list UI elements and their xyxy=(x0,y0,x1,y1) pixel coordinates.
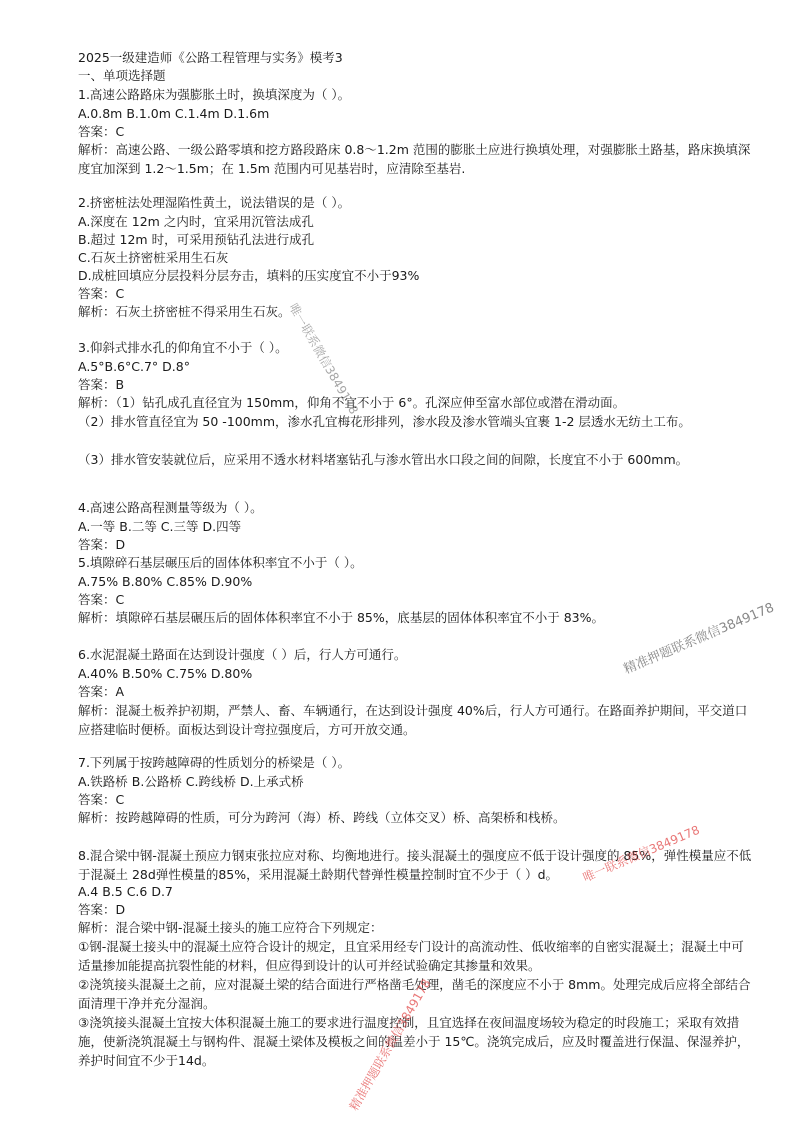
q6-stem: 6.水泥混凝土路面在达到设计强度（ ）后，行人方可通行。 xyxy=(78,647,407,662)
section-heading: 一、单项选择题 xyxy=(78,68,166,83)
q8-options: A.4 B.5 C.6 D.7 xyxy=(78,884,173,899)
q2-option-a: A.深度在 12m 之内时，宜采用沉管法成孔 xyxy=(78,214,314,229)
q1-analysis: 解析：高速公路、一级公路零填和挖方路段路床 0.8～1.2m 范围的膨胀土应进行换填处理，对强膨胀土路基，路床换填深度宜加深到 1.2～1.5m；在 1.5m 范围内可见基岩时，应清除至基岩. xyxy=(78,142,751,176)
q6-answer: 答案：A xyxy=(78,684,125,699)
watermark-4: 精准押题联系微信3849178 xyxy=(346,976,434,1113)
q3-answer: 答案：B xyxy=(78,377,125,392)
watermark-3: 唯一联系微信3849178 xyxy=(580,822,702,885)
watermark-1: 唯一联系微信3849178 xyxy=(286,301,361,417)
q6-options: A.40% B.50% C.75% D.80% xyxy=(78,666,253,681)
q5-analysis: 解析：填隙碎石基层碾压后的固体体积率宜不小于 85%，底基层的固体体积率宜不小于 83%。 xyxy=(78,610,605,625)
q7-options: A.铁路桥 B.公路桥 C.跨线桥 D.上承式桥 xyxy=(78,774,304,789)
q8-answer: 答案：D xyxy=(78,902,126,917)
q4-answer: 答案：D xyxy=(78,537,126,552)
q8-point-2: ②浇筑接头混凝土之前，应对混凝土梁的结合面进行严格凿毛处理，凿毛的深度应不小于 8mm。处理完成后应将全部结合面清理干净并充分湿润。 xyxy=(78,977,751,1011)
q3-analysis-3: （3）排水管安装就位后，应采用不透水材料堵塞钻孔与渗水管出水口段之间的间隙，长度宜不小于 600mm。 xyxy=(78,452,689,467)
q2-answer: 答案：C xyxy=(78,286,125,301)
q3-analysis-2: （2）排水管直径宜为 50 -100mm，渗水孔宜梅花形排列，渗水段及渗水管端头宜裹 1-2 层透水无纺土工布。 xyxy=(78,414,691,429)
q3-stem: 3.仰斜式排水孔的仰角宜不小于（ ）。 xyxy=(78,340,288,355)
q5-stem: 5.填隙碎石基层碾压后的固体体积率宜不小于（ ）。 xyxy=(78,555,363,570)
q6-analysis: 解析：混凝土板养护初期，严禁人、畜、车辆通行，在达到设计强度 40%后，行人方可通行。在路面养护期间，平交道口应搭建临时便桥。面板达到设计弯拉强度后，方可开放交通。 xyxy=(78,703,748,737)
q7-answer: 答案：C xyxy=(78,792,125,807)
q2-option-c: C.石灰土挤密桩采用生石灰 xyxy=(78,250,229,265)
q2-option-b: B.超过 12m 时，可采用预钻孔法进行成孔 xyxy=(78,232,315,247)
doc-title: 2025一级建造师《公路工程管理与实务》模考3 xyxy=(78,50,343,65)
q7-analysis: 解析：按跨越障碍的性质，可分为跨河（海）桥、跨线（立体交叉）桥、高架桥和栈桥。 xyxy=(78,810,566,825)
q2-stem: 2.挤密桩法处理湿陷性黄土，说法错误的是（ ）。 xyxy=(78,195,351,210)
q1-options: A.0.8m B.1.0m C.1.4m D.1.6m xyxy=(78,106,270,121)
q7-stem: 7.下列属于按跨越障碍的性质划分的桥梁是（ ）。 xyxy=(78,755,351,770)
q2-analysis: 解析：石灰土挤密桩不得采用生石灰。 xyxy=(78,304,291,319)
q1-answer: 答案：C xyxy=(78,124,125,139)
q8-point-3: ③浇筑接头混凝土宜按大体积混凝土施工的要求进行温度控制，且宜选择在夜间温度场较为稳定的时段施工；采取有效措施，使新浇筑混凝土与钢构件、混凝土梁体及模板之间的温差小于 15℃。浇筑完成后，应及时覆盖进行保温、保湿养护，养护时间宜不少于14d。 xyxy=(78,1015,750,1068)
q8-point-1: ①钢-混凝土接头中的混凝土应符合设计的规定，且宜采用经专门设计的高流动性、低收缩率的自密实混凝土；混凝土中可适量掺加能提高抗裂性能的材料，但应得到设计的认可并经试验确定其掺量和效果。 xyxy=(78,939,744,973)
watermark-2: 精准押题联系微信3849178 xyxy=(621,600,777,678)
q3-options: A.5°B.6°C.7° D.8° xyxy=(78,359,190,374)
q1-stem: 1.高速公路路床为强膨胀土时，换填深度为（ ）。 xyxy=(78,87,351,102)
q4-stem: 4.高速公路高程测量等级为（ ）。 xyxy=(78,500,263,515)
q5-answer: 答案：C xyxy=(78,592,125,607)
q3-analysis-1: 解析：（1）钻孔成孔直径宜为 150mm，仰角不宜不小于 6°。孔深应伸至富水部位或潜在滑动面。 xyxy=(78,395,626,410)
q2-option-d: D.成桩回填应分层投料分层夯击，填料的压实度宜不小于93% xyxy=(78,268,420,283)
q8-stem: 8.混合梁中钢-混凝土预应力钢束张拉应对称、均衡地进行。接头混凝土的强度应不低于设计强度的 85%，弹性模量应不低于混凝土 28d弹性模量的85%，采用混凝土龄期代替弹性模量控制时宜不少于（ ）d。 xyxy=(78,848,752,882)
q4-options: A.一等 B.二等 C.三等 D.四等 xyxy=(78,519,242,534)
q8-analysis-head: 解析：混合梁中钢-混凝土接头的施工应符合下列规定： xyxy=(78,920,383,935)
q5-options: A.75% B.80% C.85% D.90% xyxy=(78,574,253,589)
